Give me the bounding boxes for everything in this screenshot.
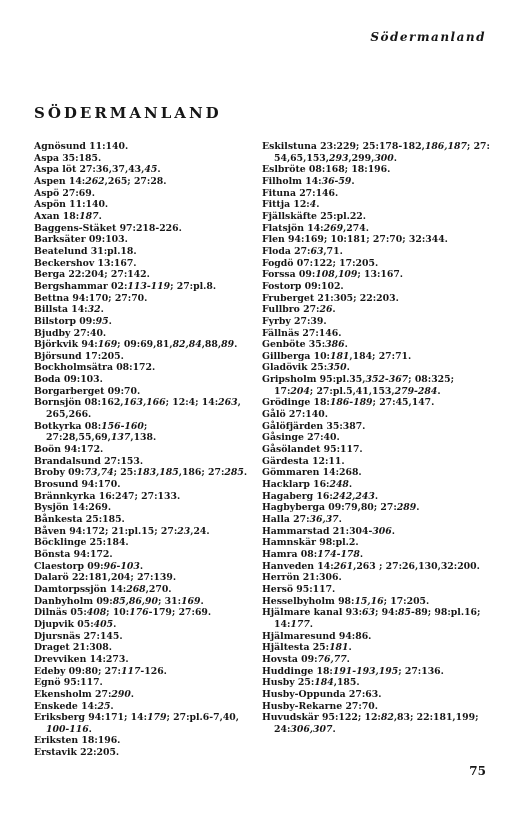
index-entry: Hesselbyholm 98:15,16; 17:205. xyxy=(262,595,430,607)
index-entry: Brosund 94:170. xyxy=(34,479,121,491)
index-entry: Hjälmare kanal 93:63; 94:85-89; 98:pl.16; 14:177. xyxy=(262,607,481,630)
index-entry: Böcklinge 25:184. xyxy=(34,537,129,549)
index-entry: Hammarstad 21:304-306. xyxy=(262,525,395,537)
index-entry: Husby-Rekarne 27:70. xyxy=(262,700,378,712)
index-entry: Hjälmaresund 94:86. xyxy=(262,630,372,642)
index-entry: Aspa 35:185. xyxy=(34,152,102,164)
index-entry: Hacklarp 16:248. xyxy=(262,479,353,491)
index-entry: Eskilstuna 23:229; 25:178-182,186,187; 27: 54,65,153,293,299,300. xyxy=(262,141,490,164)
index-entry: Eriksberg 94:171; 14:179; 27:pl.6-7,40, 100-116. xyxy=(34,712,239,735)
index-entry: Gålö 27:140. xyxy=(262,409,328,421)
index-entry: Brännkyrka 16:247; 27:133. xyxy=(34,490,181,502)
index-entry: Båven 94:172; 21:pl.15; 27:23,24. xyxy=(34,525,210,537)
index-entry: Edeby 09:80; 27:117-126. xyxy=(34,665,167,677)
index-entry: Barksäter 09:103. xyxy=(34,234,128,246)
index-entry: Gladövik 25:350. xyxy=(262,362,350,374)
index-entry: Fruberget 21:305; 22:203. xyxy=(262,292,399,304)
index-entry: Bockholmsätra 08:172. xyxy=(34,362,156,374)
index-entry: Husby 25:184,185. xyxy=(262,677,360,689)
index-entry: Bysjön 14:269. xyxy=(34,502,112,514)
index-entry: Gärdesta 12:11. xyxy=(262,455,345,467)
index-entry: Flen 94:169; 10:181; 27:70; 32:344. xyxy=(262,234,448,246)
index-entry: Erstavik 22:205. xyxy=(34,747,120,759)
index-entry: Halla 27:36,37. xyxy=(262,514,342,525)
index-entry: Axan 18:187. xyxy=(34,210,102,222)
index-entry: Hamra 08:174-178. xyxy=(262,548,364,560)
index-entry: Fostorp 09:102. xyxy=(262,280,344,292)
index-entry: Hamnskär 98:pl.2. xyxy=(262,537,359,549)
index-entry: Botkyrka 08:156-160; 27:28,55,69,137,138. xyxy=(34,420,157,444)
index-entry: Boön 94:172. xyxy=(34,444,104,456)
index-entry: Billsta 14:32. xyxy=(34,304,104,316)
index-entry: Dalarö 22:181,204; 27:139. xyxy=(34,572,177,584)
index-entry: Djupvik 05:405. xyxy=(34,618,117,630)
index-entry: Gripsholm 95:pl.35,352-367; 08:325; 17:204; 27:pl.5,41,153,279-284. xyxy=(262,374,455,397)
index-entry: Huddinge 18:191-193,195; 27:136. xyxy=(262,665,444,677)
index-entry: Borgarberget 09:70. xyxy=(34,385,141,397)
index-entry: Hagbyberga 09:79,80; 27:289. xyxy=(262,502,420,514)
index-entry: Danbyholm 09:85,86,90; 31:169. xyxy=(34,595,204,607)
index-entry: Damtorpssjön 14:268,270. xyxy=(34,583,172,595)
index-entry: Fällnäs 27:146. xyxy=(262,327,342,339)
index-column-right xyxy=(262,141,494,735)
running-head: Södermanland xyxy=(370,30,486,44)
index-entry: Fogdö 07:122; 17:205. xyxy=(262,257,379,269)
index-entry: Fituna 27:146. xyxy=(262,187,339,199)
index-entry: Gillberga 10:181,184; 27:71. xyxy=(262,350,412,362)
index-entry: Bönsta 94:172. xyxy=(34,548,113,560)
index-entry: Gåsinge 27:40. xyxy=(262,432,340,444)
index-entry: Enskede 14:25. xyxy=(34,700,114,712)
index-entry: Beckershov 13:167. xyxy=(34,257,137,269)
index-entry: Aspa löt 27:36,37,43,45. xyxy=(34,164,161,176)
section-title: SÖDERMANLAND xyxy=(34,104,222,122)
index-entry: Hersö 95:117. xyxy=(262,583,336,595)
index-entry: Filholm 14:36-59. xyxy=(262,175,355,187)
index-entry: Bettna 94:170; 27:70. xyxy=(34,292,148,304)
index-entry: Gömmaren 14:268. xyxy=(262,467,362,479)
index-entry: Fyrby 27:39. xyxy=(262,315,327,327)
index-entry: Drevviken 14:273. xyxy=(34,653,129,665)
index-entry: Egnö 95:117. xyxy=(34,677,103,689)
index-entry: Gåsölandet 95:117. xyxy=(262,444,363,456)
index-entry: Gålöfjärden 35:387. xyxy=(262,420,366,432)
page-number: 75 xyxy=(469,764,486,778)
index-entry: Aspö 27:69. xyxy=(34,187,95,199)
index-entry: Dilnäs 05:408; 10:176-179; 27:69. xyxy=(34,607,212,619)
index-entry: Bjudby 27:40. xyxy=(34,327,107,339)
index-column-left xyxy=(34,141,252,759)
index-entry: Hanveden 14:261,263 ; 27:26,130,32:200. xyxy=(262,560,480,572)
index-entry: Ekensholm 27:290. xyxy=(34,688,135,700)
index-entry: Fjällskäfte 25:pl.22. xyxy=(262,210,367,222)
index-entry: Aspen 14:262,265; 27:28. xyxy=(34,175,167,187)
index-entry: Huvudskär 95:122; 12:82,83; 22:181,199; 24:306,307. xyxy=(262,712,479,735)
index-entry: Draget 21:308. xyxy=(34,642,112,654)
index-entry: Björsund 17:205. xyxy=(34,350,124,362)
index-entry: Björkvik 94:169; 09:69,81,82,84,88,89. xyxy=(34,339,238,351)
index-entry: Husby-Oppunda 27:63. xyxy=(262,688,382,700)
index-entry: Brandalsund 27:153. xyxy=(34,455,144,467)
index-entry: Bånkesta 25:185. xyxy=(34,514,125,525)
index-entry: Eriksten 18:196. xyxy=(34,735,121,747)
index-entry: Fullbro 27:26. xyxy=(262,304,336,316)
index-entry: Broby 09:73,74; 25:183,185,186; 27:285. xyxy=(34,467,248,479)
index-entry: Grödinge 18:186-189; 27:45,147. xyxy=(262,397,435,409)
index-entry: Bergshammar 02:113-119; 27:pl.8. xyxy=(34,280,217,292)
index-entry: Bornsjön 08:162,163,166; 12:4; 14:263, 265,266. xyxy=(34,397,241,421)
index-entry: Bilstorp 09:95. xyxy=(34,315,112,327)
index-entry: Beatelund 31:pl.18. xyxy=(34,245,137,257)
index-entry: Floda 27:63,71. xyxy=(262,245,343,257)
index-entry: Djursnäs 27:145. xyxy=(34,630,123,642)
index-entry: Berga 22:204; 27:142. xyxy=(34,269,150,281)
index-entry: Aspön 11:140. xyxy=(34,199,109,211)
index-entry: Flatsjön 14:269,274. xyxy=(262,222,369,234)
index-entry: Genböte 35:386. xyxy=(262,339,348,351)
index-entry: Fittja 12:4. xyxy=(262,199,320,211)
index-entry: Forssa 09:108,109; 13:167. xyxy=(262,269,404,281)
index-entry: Herrön 21:306. xyxy=(262,572,342,584)
index-entry: Eslbröte 08:168; 18:196. xyxy=(262,164,391,176)
index-entry: Baggens-Stäket 97:218-226. xyxy=(34,222,182,234)
index-entry: Claestorp 09:96-103. xyxy=(34,560,144,572)
index-entry: Hovsta 09:76,77. xyxy=(262,653,350,665)
index-entry: Hagaberg 16:242,243. xyxy=(262,490,379,502)
index-entry: Hjältesta 25:181. xyxy=(262,642,352,654)
index-entry: Agnösund 11:140. xyxy=(34,141,129,152)
index-entry: Boda 09:103. xyxy=(34,374,103,386)
